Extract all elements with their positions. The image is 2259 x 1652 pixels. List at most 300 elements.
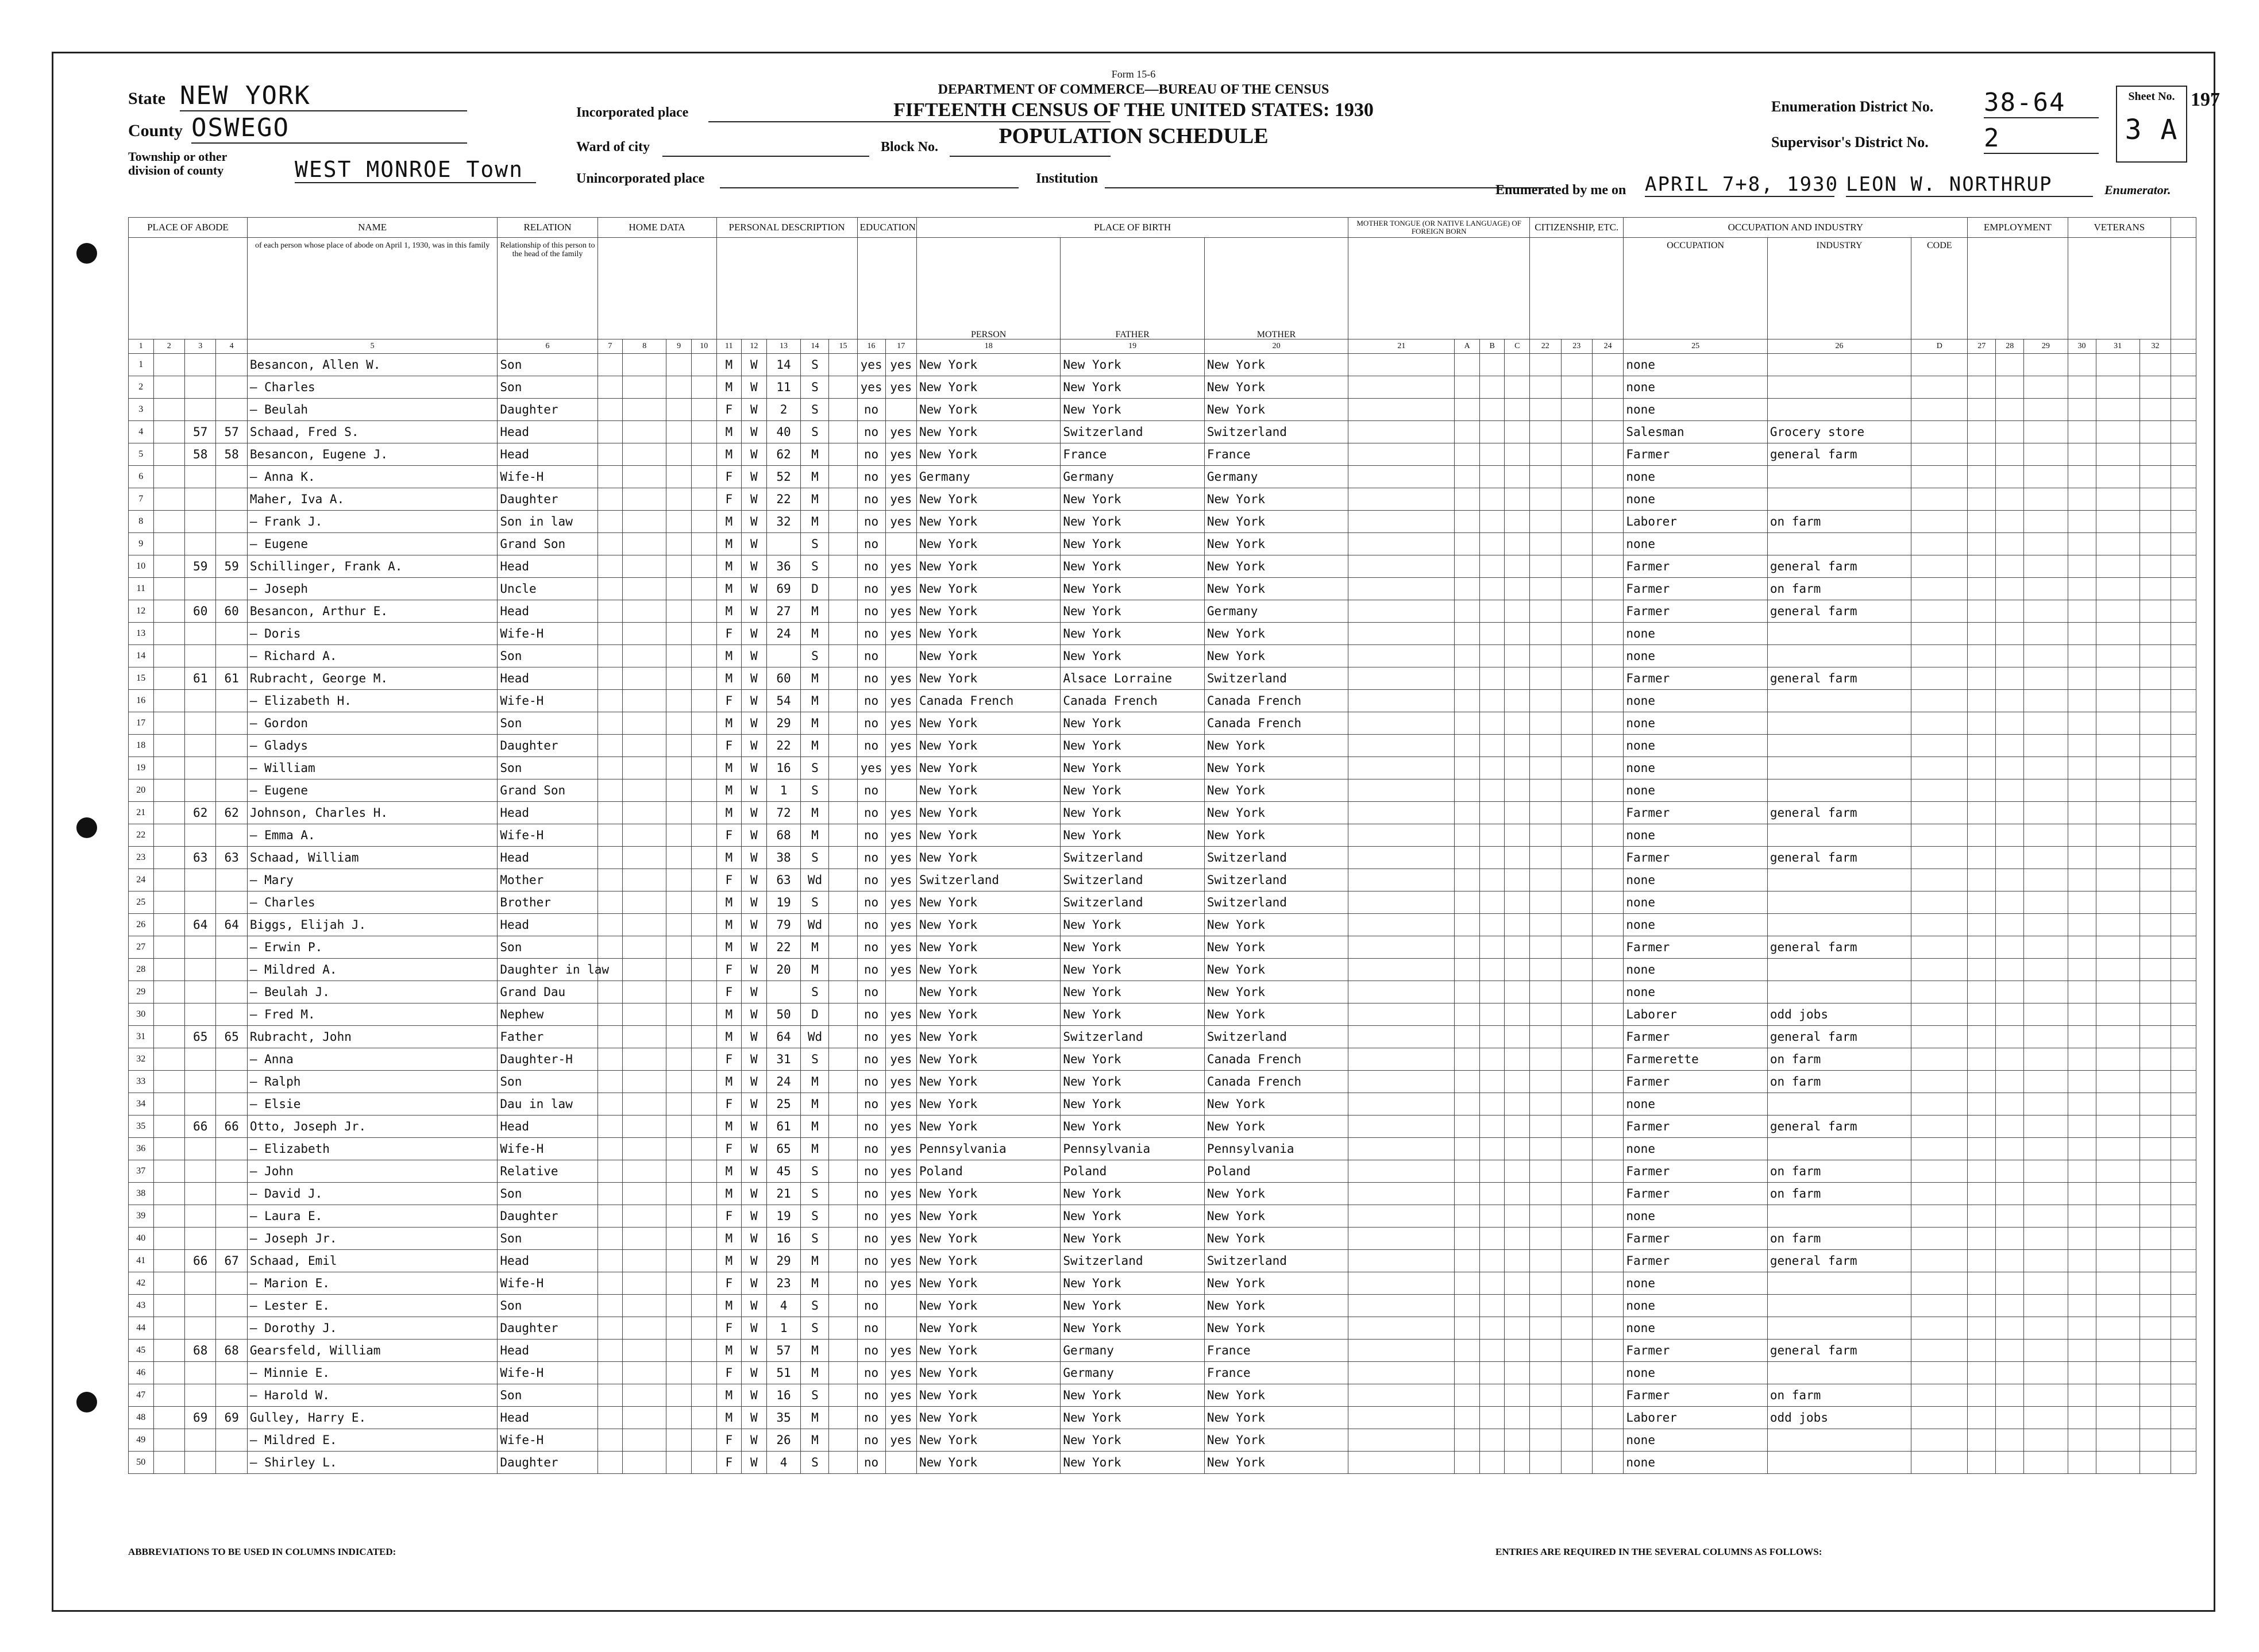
- dwelling-number: [184, 959, 215, 981]
- race: W: [742, 735, 767, 757]
- empty-cell: [1592, 824, 1623, 847]
- empty-cell: [1479, 1272, 1505, 1295]
- empty-cell: [666, 981, 692, 1003]
- empty-cell: [1996, 1452, 2024, 1474]
- empty-cell: [1455, 533, 1480, 555]
- line-number: 8: [129, 511, 154, 533]
- empty-cell: [1561, 1362, 1592, 1384]
- empty-cell: [691, 1362, 716, 1384]
- empty-cell: [2024, 488, 2068, 511]
- race: W: [742, 488, 767, 511]
- empty-cell: [623, 712, 666, 735]
- empty-cell: [153, 936, 184, 959]
- empty-cell: [153, 1048, 184, 1071]
- sex: M: [716, 555, 742, 578]
- empty-cell: [2068, 488, 2096, 511]
- dwelling-number: [184, 779, 215, 802]
- table-row: [129, 1250, 2196, 1272]
- person-name: — Fred M.: [247, 1003, 498, 1026]
- empty-cell: [1561, 1452, 1592, 1474]
- empty-cell: [623, 1116, 666, 1138]
- empty-cell: [666, 555, 692, 578]
- entries-title: ENTRIES ARE REQUIRED IN THE SEVERAL COLUMNS AS FOLLOWS:: [1495, 1546, 1822, 1557]
- empty-cell: [2068, 1384, 2096, 1407]
- relation: Daughter in law: [498, 959, 597, 981]
- sub-occupation: OCCUPATION: [1624, 238, 1767, 339]
- empty-cell: [597, 1272, 623, 1295]
- mother-birthplace: New York: [1204, 1429, 1348, 1452]
- empty-cell: [2171, 1205, 2196, 1228]
- age: [766, 645, 801, 667]
- occupation: none: [1624, 981, 1767, 1003]
- father-birthplace: Germany: [1061, 1340, 1204, 1362]
- race: W: [742, 1003, 767, 1026]
- sex: M: [716, 1160, 742, 1183]
- empty-cell: [666, 1160, 692, 1183]
- line-number: 10: [129, 555, 154, 578]
- table-row: [129, 869, 2196, 891]
- age: 20: [766, 959, 801, 981]
- column-number: 9: [666, 339, 692, 354]
- father-birthplace: New York: [1061, 600, 1204, 623]
- empty-cell: [1911, 802, 1968, 824]
- age: 54: [766, 690, 801, 712]
- empty-cell: [1455, 712, 1480, 735]
- empty-cell: [1911, 1429, 1968, 1452]
- sex: F: [716, 824, 742, 847]
- empty-cell: [1479, 511, 1505, 533]
- empty-cell: [1530, 1429, 1561, 1452]
- empty-cell: [2171, 712, 2196, 735]
- line-number: 17: [129, 712, 154, 735]
- industry: [1767, 891, 1911, 914]
- empty-cell: [623, 1138, 666, 1160]
- empty-cell: [829, 1003, 857, 1026]
- empty-cell: [1968, 511, 1996, 533]
- empty-cell: [2096, 421, 2140, 443]
- table-row: [129, 757, 2196, 779]
- sub-relation: Relationship of this person to the head of the family: [498, 238, 597, 339]
- enum-district-value: 38-64: [1984, 88, 2099, 118]
- empty-cell: [2068, 1071, 2096, 1093]
- sex: F: [716, 1138, 742, 1160]
- birthplace: New York: [916, 1295, 1060, 1317]
- empty-cell: [1530, 757, 1561, 779]
- table-row: [129, 1429, 2196, 1452]
- empty-cell: [623, 555, 666, 578]
- empty-cell: [2096, 1138, 2140, 1160]
- empty-cell: [2140, 869, 2171, 891]
- column-number: D: [1911, 339, 1968, 354]
- empty-cell: [153, 869, 184, 891]
- family-number: [216, 399, 247, 421]
- relation: Mother: [498, 869, 597, 891]
- mother-birthplace: Canada French: [1204, 690, 1348, 712]
- empty-cell: [691, 757, 716, 779]
- enumerator-name: LEON W. NORTHRUP: [1846, 173, 2093, 197]
- empty-cell: [597, 712, 623, 735]
- dwelling-number: [184, 1384, 215, 1407]
- empty-cell: [2096, 354, 2140, 376]
- empty-cell: [2024, 914, 2068, 936]
- school-attendance: no: [857, 578, 885, 600]
- empty-cell: [666, 667, 692, 690]
- empty-cell: [1911, 891, 1968, 914]
- industry: [1767, 757, 1911, 779]
- empty-cell: [1455, 1003, 1480, 1026]
- punch-hole: [76, 817, 97, 838]
- empty-cell: [153, 667, 184, 690]
- industry: general farm: [1767, 936, 1911, 959]
- table-row: [129, 645, 2196, 667]
- empty-cell: [1592, 623, 1623, 645]
- empty-cell: [1479, 1138, 1505, 1160]
- empty-cell: [1479, 1205, 1505, 1228]
- family-number: 62: [216, 802, 247, 824]
- empty-cell: [1455, 1116, 1480, 1138]
- marital-status: S: [801, 891, 829, 914]
- school-attendance: no: [857, 847, 885, 869]
- sex: M: [716, 802, 742, 824]
- empty-cell: [2024, 421, 2068, 443]
- empty-cell: [623, 600, 666, 623]
- empty-cell: [691, 779, 716, 802]
- marital-status: S: [801, 981, 829, 1003]
- school-attendance: no: [857, 1407, 885, 1429]
- industry: [1767, 1317, 1911, 1340]
- family-number: [216, 1183, 247, 1205]
- age: 35: [766, 1407, 801, 1429]
- empty-cell: [691, 511, 716, 533]
- family-number: [216, 511, 247, 533]
- sex: F: [716, 1317, 742, 1340]
- empty-cell: [1592, 936, 1623, 959]
- industry: on farm: [1767, 1071, 1911, 1093]
- empty-cell: [153, 1026, 184, 1048]
- dwelling-number: [184, 376, 215, 399]
- industry: [1767, 914, 1911, 936]
- empty-cell: [623, 1160, 666, 1183]
- group-farm: [2171, 218, 2196, 238]
- column-number: 24: [1592, 339, 1623, 354]
- empty-cell: [1911, 1138, 1968, 1160]
- father-birthplace: Pennsylvania: [1061, 1138, 1204, 1160]
- person-name: — Beulah: [247, 399, 498, 421]
- empty-cell: [2096, 1071, 2140, 1093]
- empty-cell: [1455, 1183, 1480, 1205]
- line-number: 21: [129, 802, 154, 824]
- relation: Head: [498, 802, 597, 824]
- empty-cell: [2140, 376, 2171, 399]
- empty-cell: [623, 1452, 666, 1474]
- empty-cell: [1911, 354, 1968, 376]
- empty-cell: [1996, 802, 2024, 824]
- empty-cell: [1996, 757, 2024, 779]
- empty-cell: [2171, 824, 2196, 847]
- empty-cell: [153, 1183, 184, 1205]
- empty-cell: [1561, 1093, 1592, 1116]
- empty-cell: [2068, 959, 2096, 981]
- empty-cell: [2096, 1340, 2140, 1362]
- empty-cell: [1348, 869, 1455, 891]
- birthplace: New York: [916, 511, 1060, 533]
- empty-cell: [1996, 354, 2024, 376]
- empty-cell: [1968, 1362, 1996, 1384]
- empty-cell: [1911, 1093, 1968, 1116]
- empty-cell: [1505, 936, 1530, 959]
- school-attendance: no: [857, 891, 885, 914]
- empty-cell: [691, 914, 716, 936]
- empty-cell: [1530, 690, 1561, 712]
- empty-cell: [1911, 1384, 1968, 1407]
- empty-cell: [666, 1295, 692, 1317]
- empty-cell: [1479, 1048, 1505, 1071]
- dwelling-number: 60: [184, 600, 215, 623]
- sub-home: [597, 238, 716, 339]
- family-number: 63: [216, 847, 247, 869]
- mother-birthplace: Canada French: [1204, 1071, 1348, 1093]
- birthplace: New York: [916, 667, 1060, 690]
- empty-cell: [829, 690, 857, 712]
- line-number: 40: [129, 1228, 154, 1250]
- census-title: FIFTEENTH CENSUS OF THE UNITED STATES: 1930: [893, 99, 1374, 121]
- school-attendance: no: [857, 1071, 885, 1093]
- empty-cell: [666, 488, 692, 511]
- person-name: — Elizabeth: [247, 1138, 498, 1160]
- group-relation: RELATION: [498, 218, 597, 238]
- empty-cell: [666, 1452, 692, 1474]
- empty-cell: [1561, 891, 1592, 914]
- empty-cell: [1911, 869, 1968, 891]
- race: W: [742, 376, 767, 399]
- mother-birthplace: New York: [1204, 399, 1348, 421]
- line-number: 19: [129, 757, 154, 779]
- empty-cell: [2068, 1205, 2096, 1228]
- mother-birthplace: New York: [1204, 779, 1348, 802]
- empty-cell: [1592, 645, 1623, 667]
- industry: [1767, 1093, 1911, 1116]
- empty-cell: [829, 1384, 857, 1407]
- empty-cell: [2171, 936, 2196, 959]
- race: W: [742, 779, 767, 802]
- empty-cell: [1505, 1340, 1530, 1362]
- empty-cell: [2096, 847, 2140, 869]
- empty-cell: [1592, 1048, 1623, 1071]
- empty-cell: [2140, 735, 2171, 757]
- empty-cell: [829, 600, 857, 623]
- empty-cell: [1996, 645, 2024, 667]
- school-attendance: no: [857, 1116, 885, 1138]
- empty-cell: [2024, 1295, 2068, 1317]
- father-birthplace: Germany: [1061, 466, 1204, 488]
- empty-cell: [2140, 1048, 2171, 1071]
- age: 16: [766, 1384, 801, 1407]
- empty-cell: [1530, 1272, 1561, 1295]
- industry: [1767, 735, 1911, 757]
- empty-cell: [597, 667, 623, 690]
- birthplace: New York: [916, 914, 1060, 936]
- empty-cell: [2024, 1429, 2068, 1452]
- empty-cell: [2096, 399, 2140, 421]
- empty-cell: [1911, 1250, 1968, 1272]
- empty-cell: [829, 1116, 857, 1138]
- age: 16: [766, 757, 801, 779]
- empty-cell: [2068, 1250, 2096, 1272]
- relation: Grand Dau: [498, 981, 597, 1003]
- empty-cell: [1968, 1071, 1996, 1093]
- industry: [1767, 1272, 1911, 1295]
- empty-cell: [2096, 1160, 2140, 1183]
- empty-cell: [623, 1228, 666, 1250]
- empty-cell: [2068, 1340, 2096, 1362]
- empty-cell: [1348, 1116, 1455, 1138]
- empty-cell: [1348, 1026, 1455, 1048]
- empty-cell: [691, 1183, 716, 1205]
- birthplace: New York: [916, 824, 1060, 847]
- empty-cell: [1479, 1228, 1505, 1250]
- birthplace: New York: [916, 802, 1060, 824]
- empty-cell: [2096, 555, 2140, 578]
- empty-cell: [1968, 1429, 1996, 1452]
- empty-cell: [1505, 1093, 1530, 1116]
- sex: M: [716, 443, 742, 466]
- dwelling-number: [184, 712, 215, 735]
- empty-cell: [666, 421, 692, 443]
- relation: Head: [498, 1407, 597, 1429]
- dwelling-number: [184, 1183, 215, 1205]
- empty-cell: [829, 936, 857, 959]
- empty-cell: [1530, 1205, 1561, 1228]
- empty-cell: [2140, 690, 2171, 712]
- family-number: [216, 959, 247, 981]
- empty-cell: [2171, 623, 2196, 645]
- empty-cell: [2171, 421, 2196, 443]
- dwelling-number: [184, 1452, 215, 1474]
- empty-cell: [691, 1452, 716, 1474]
- dwelling-number: [184, 1093, 215, 1116]
- empty-cell: [1530, 578, 1561, 600]
- empty-cell: [1561, 847, 1592, 869]
- empty-cell: [2096, 802, 2140, 824]
- empty-cell: [2024, 533, 2068, 555]
- occupation: none: [1624, 1452, 1767, 1474]
- occupation: none: [1624, 869, 1767, 891]
- industry: [1767, 1295, 1911, 1317]
- empty-cell: [1592, 1317, 1623, 1340]
- empty-cell: [829, 981, 857, 1003]
- industry: [1767, 1452, 1911, 1474]
- empty-cell: [2140, 1272, 2171, 1295]
- race: W: [742, 1026, 767, 1048]
- empty-cell: [666, 824, 692, 847]
- empty-cell: [2068, 466, 2096, 488]
- empty-cell: [2096, 712, 2140, 735]
- empty-cell: [1455, 735, 1480, 757]
- occupation: none: [1624, 1295, 1767, 1317]
- sub-employment: [1968, 238, 2068, 339]
- empty-cell: [153, 981, 184, 1003]
- dwelling-number: 61: [184, 667, 215, 690]
- mother-birthplace: Germany: [1204, 466, 1348, 488]
- race: W: [742, 1272, 767, 1295]
- industry: [1767, 1205, 1911, 1228]
- person-name: — Mildred A.: [247, 959, 498, 981]
- table-row: [129, 533, 2196, 555]
- marital-status: Wd: [801, 1026, 829, 1048]
- empty-cell: [2140, 511, 2171, 533]
- family-number: [216, 1048, 247, 1071]
- sex: M: [716, 533, 742, 555]
- empty-cell: [2096, 511, 2140, 533]
- empty-cell: [1592, 1429, 1623, 1452]
- empty-cell: [2068, 533, 2096, 555]
- industry: general farm: [1767, 847, 1911, 869]
- school-attendance: no: [857, 1228, 885, 1250]
- empty-cell: [1561, 1250, 1592, 1272]
- column-number: 15: [829, 339, 857, 354]
- empty-cell: [1911, 712, 1968, 735]
- family-number: [216, 645, 247, 667]
- can-read: yes: [885, 667, 916, 690]
- empty-cell: [1911, 623, 1968, 645]
- can-read: yes: [885, 891, 916, 914]
- birthplace: New York: [916, 1407, 1060, 1429]
- empty-cell: [597, 690, 623, 712]
- dwelling-number: [184, 1295, 215, 1317]
- empty-cell: [1479, 735, 1505, 757]
- can-read: yes: [885, 488, 916, 511]
- empty-cell: [597, 914, 623, 936]
- race: W: [742, 1093, 767, 1116]
- empty-cell: [2068, 1138, 2096, 1160]
- can-read: yes: [885, 1160, 916, 1183]
- empty-cell: [1968, 443, 1996, 466]
- empty-cell: [1455, 1205, 1480, 1228]
- empty-cell: [2068, 1026, 2096, 1048]
- empty-cell: [1911, 735, 1968, 757]
- column-number: 7: [597, 339, 623, 354]
- empty-cell: [1348, 1295, 1455, 1317]
- empty-cell: [1996, 1183, 2024, 1205]
- empty-cell: [1505, 623, 1530, 645]
- column-number: 26: [1767, 339, 1911, 354]
- empty-cell: [1911, 690, 1968, 712]
- occupation: Farmer: [1624, 555, 1767, 578]
- occupation: Farmer: [1624, 1160, 1767, 1183]
- birthplace: New York: [916, 600, 1060, 623]
- empty-cell: [1455, 1250, 1480, 1272]
- empty-cell: [666, 354, 692, 376]
- empty-cell: [2140, 488, 2171, 511]
- empty-cell: [1530, 1138, 1561, 1160]
- empty-cell: [1505, 488, 1530, 511]
- family-number: [216, 824, 247, 847]
- occupation: Farmer: [1624, 1071, 1767, 1093]
- empty-cell: [2140, 399, 2171, 421]
- empty-cell: [1505, 443, 1530, 466]
- industry: [1767, 376, 1911, 399]
- marital-status: S: [801, 376, 829, 399]
- empty-cell: [1592, 600, 1623, 623]
- empty-cell: [1348, 1048, 1455, 1071]
- empty-cell: [691, 824, 716, 847]
- empty-cell: [1911, 824, 1968, 847]
- school-attendance: no: [857, 600, 885, 623]
- can-read: yes: [885, 824, 916, 847]
- empty-cell: [1505, 1317, 1530, 1340]
- race: W: [742, 421, 767, 443]
- line-number: 26: [129, 914, 154, 936]
